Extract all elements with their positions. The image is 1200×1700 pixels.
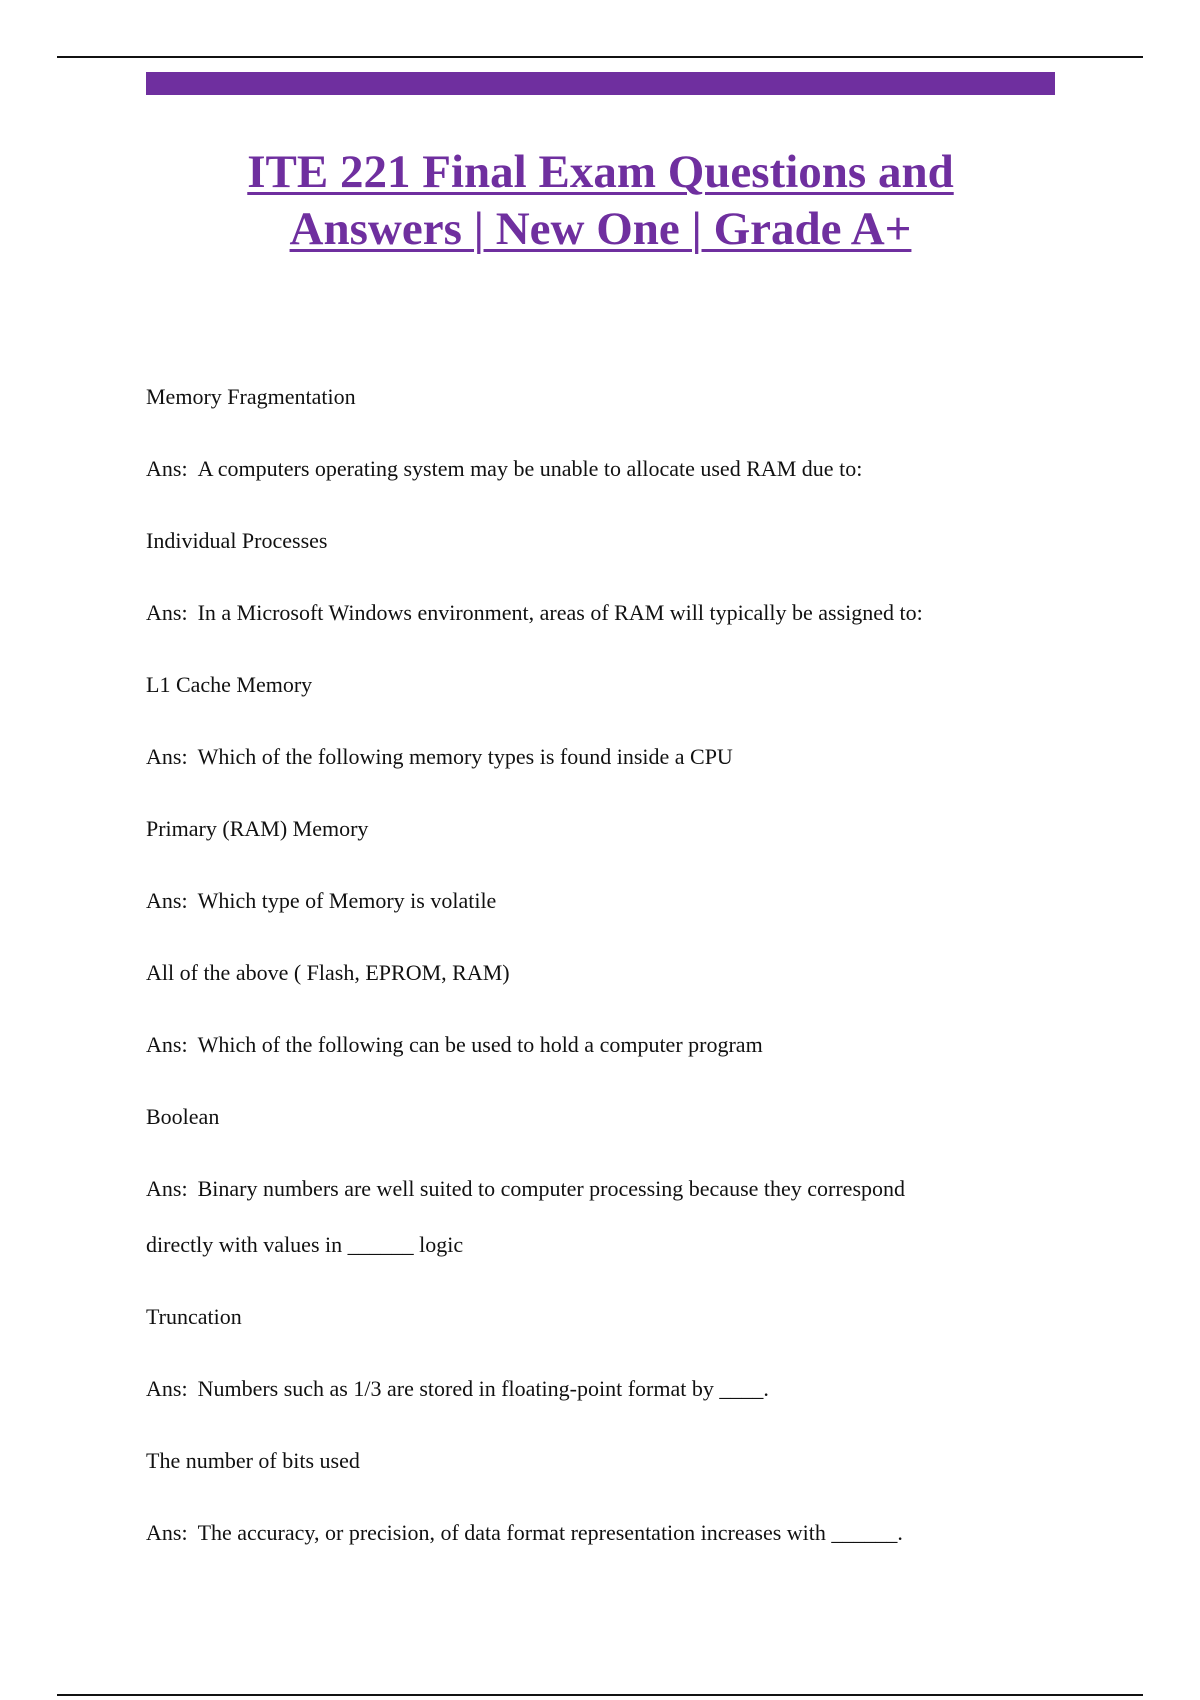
title-line-1: ITE 221 Final Exam Questions and	[247, 146, 954, 198]
ans-label: Ans:	[146, 1376, 188, 1401]
page-title	[146, 144, 1055, 258]
ans-label: Ans:	[146, 600, 188, 625]
ans-label: Ans:	[146, 888, 188, 913]
answer-text: Which of the following memory types is found inside a CPU	[197, 744, 733, 769]
term-text: The number of bits used	[146, 1448, 360, 1473]
ans-label: Ans:	[146, 1032, 188, 1057]
answer-text: Numbers such as 1/3 are stored in floating-point format by ____.	[197, 1376, 769, 1401]
term-text: Memory Fragmentation	[146, 384, 356, 409]
answer-text: Binary numbers are well suited to computer processing because they correspond	[197, 1176, 906, 1201]
ans-label: Ans:	[146, 1520, 188, 1545]
answer-line	[146, 1161, 1046, 1217]
qa-list	[146, 369, 1046, 1577]
term-text: Individual Processes	[146, 528, 328, 553]
ans-label: Ans:	[146, 456, 188, 481]
footer-rule	[57, 1694, 1143, 1696]
answer-line	[146, 1361, 1046, 1417]
answer-line	[146, 1505, 1046, 1561]
title-line-2: Answers | New One | Grade A+	[289, 203, 912, 255]
term-text: Primary (RAM) Memory	[146, 816, 369, 841]
term-text: Truncation	[146, 1304, 242, 1329]
answer-continuation: directly with values in ______ logic	[146, 1232, 464, 1257]
answer-text: Which of the following can be used to hold a computer program	[197, 1032, 763, 1057]
answer-text: In a Microsoft Windows environment, areas of RAM will typically be assigned to:	[197, 600, 923, 625]
answer-line	[146, 873, 1046, 929]
answer-text: A computers operating system may be unable to allocate used RAM due to:	[197, 456, 863, 481]
answer-line	[146, 585, 1046, 641]
ans-label: Ans:	[146, 744, 188, 769]
answer-text: The accuracy, or precision, of data format representation increases with ______.	[197, 1520, 903, 1545]
term-text: L1 Cache Memory	[146, 672, 313, 697]
header-rule	[57, 56, 1143, 58]
answer-line	[146, 729, 1046, 785]
answer-line	[146, 441, 1046, 497]
term-text: Boolean	[146, 1104, 220, 1129]
answer-text: Which type of Memory is volatile	[197, 888, 497, 913]
ans-label: Ans:	[146, 1176, 188, 1201]
accent-bar	[146, 72, 1055, 95]
term-text: All of the above ( Flash, EPROM, RAM)	[146, 960, 510, 985]
answer-line	[146, 1017, 1046, 1073]
